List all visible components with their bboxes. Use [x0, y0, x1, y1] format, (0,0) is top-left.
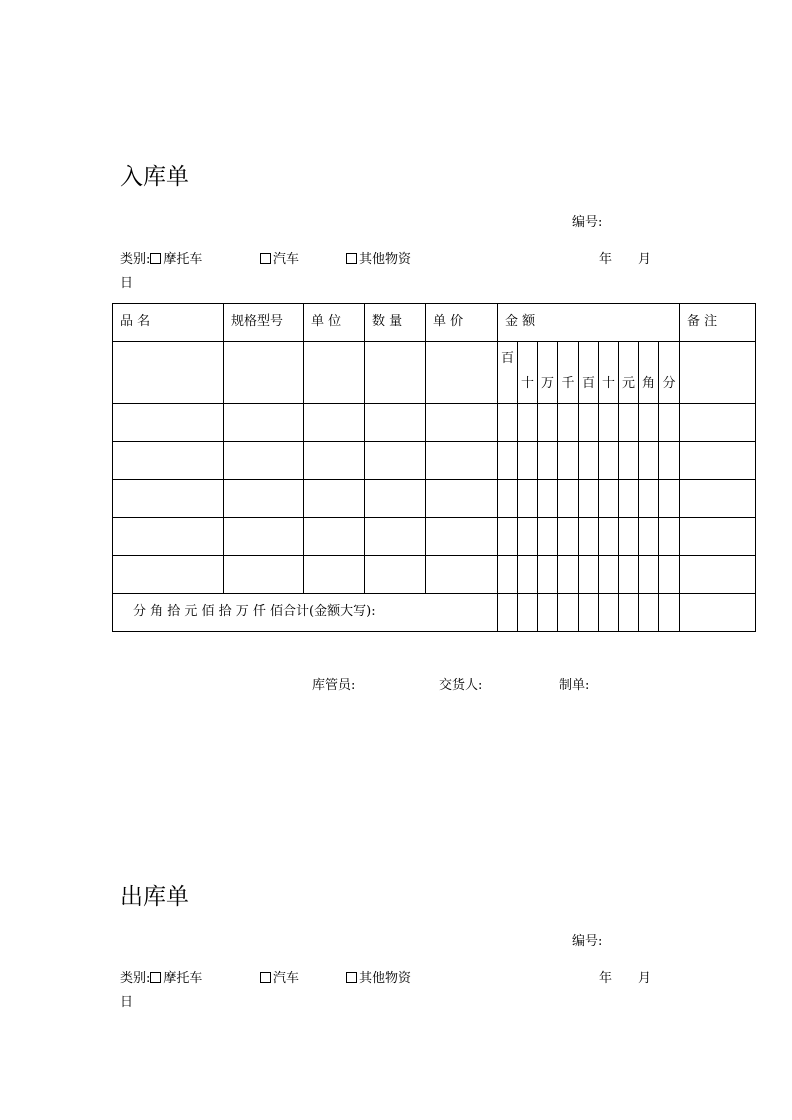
cell[interactable] — [498, 404, 518, 442]
cell[interactable] — [619, 518, 639, 556]
cell[interactable] — [518, 518, 538, 556]
cell[interactable] — [579, 556, 599, 594]
outbound-category-row — [120, 967, 202, 986]
cell[interactable] — [304, 404, 365, 442]
category-label: 类别: — [120, 971, 151, 986]
preparer-signature: 制单: — [559, 678, 590, 693]
cell[interactable] — [113, 342, 224, 404]
other-option — [346, 967, 411, 986]
cell[interactable] — [498, 556, 518, 594]
table-row — [113, 480, 756, 518]
cell[interactable] — [579, 480, 599, 518]
cell[interactable] — [113, 442, 224, 480]
cell[interactable] — [639, 442, 659, 480]
motorcycle-option-label: 摩托车 — [163, 252, 203, 267]
table-row — [113, 404, 756, 442]
cell[interactable] — [365, 342, 426, 404]
outbound-date-year: 年 — [599, 971, 613, 986]
cell[interactable] — [113, 480, 224, 518]
other-option-label: 其他物资 — [359, 971, 412, 986]
cell[interactable] — [304, 480, 365, 518]
cell[interactable] — [639, 556, 659, 594]
cell[interactable] — [224, 404, 304, 442]
cell[interactable] — [426, 518, 498, 556]
inbound-date-year: 年 — [599, 252, 613, 267]
header-name: 品 名 — [113, 304, 224, 342]
amount-unit-yuan: 元 — [619, 342, 639, 404]
cell[interactable] — [659, 518, 680, 556]
cell[interactable] — [619, 556, 639, 594]
header-remark: 备 注 — [680, 304, 756, 342]
cell[interactable] — [538, 480, 558, 518]
cell[interactable] — [518, 480, 538, 518]
table-row — [113, 556, 756, 594]
car-option-label: 汽车 — [273, 252, 300, 267]
cell[interactable] — [680, 556, 756, 594]
cell[interactable] — [680, 480, 756, 518]
keeper-signature: 库管员: — [312, 678, 356, 693]
car-option — [260, 967, 299, 986]
inbound-date-month: 月 — [638, 252, 652, 267]
inbound-title: 入库单 — [120, 164, 189, 190]
cell[interactable] — [365, 442, 426, 480]
cell[interactable] — [680, 594, 756, 632]
outbound-number-label: 编号: — [572, 934, 603, 949]
inbound-date-day: 日 — [120, 276, 134, 291]
cell[interactable] — [579, 442, 599, 480]
other-option-label: 其他物资 — [359, 252, 412, 267]
other-checkbox[interactable] — [346, 972, 357, 983]
cell[interactable] — [538, 594, 558, 632]
amount-unit-fen: 分 — [659, 342, 680, 404]
amount-unit-ten-million: 十 — [518, 342, 538, 404]
cell[interactable] — [426, 442, 498, 480]
cell[interactable] — [599, 556, 619, 594]
car-option — [260, 248, 299, 267]
cell[interactable] — [224, 342, 304, 404]
total-amount-label: 分 角 拾 元 佰 拾 万 仟 佰合计(金额大写): — [113, 594, 498, 632]
cell[interactable] — [304, 518, 365, 556]
cell[interactable] — [304, 442, 365, 480]
cell[interactable] — [518, 594, 538, 632]
car-option-label: 汽车 — [273, 971, 300, 986]
amount-unit-thousand: 千 — [558, 342, 579, 404]
other-option — [346, 248, 411, 267]
car-checkbox[interactable] — [260, 972, 271, 983]
cell[interactable] — [579, 404, 599, 442]
cell[interactable] — [304, 342, 365, 404]
table-row — [113, 442, 756, 480]
cell[interactable] — [538, 442, 558, 480]
cell[interactable] — [619, 594, 639, 632]
cell[interactable] — [365, 404, 426, 442]
cell[interactable] — [113, 518, 224, 556]
cell[interactable] — [518, 442, 538, 480]
cell[interactable] — [426, 342, 498, 404]
cell[interactable] — [599, 518, 619, 556]
category-label: 类别: — [120, 252, 151, 267]
cell[interactable] — [426, 404, 498, 442]
cell[interactable] — [579, 594, 599, 632]
header-unit: 单 位 — [304, 304, 365, 342]
cell[interactable] — [680, 342, 756, 404]
cell[interactable] — [224, 480, 304, 518]
inbound-table — [112, 303, 756, 632]
cell[interactable] — [619, 442, 639, 480]
cell[interactable] — [538, 404, 558, 442]
cell[interactable] — [599, 404, 619, 442]
cell[interactable] — [113, 404, 224, 442]
cell[interactable] — [558, 518, 579, 556]
header-spec: 规格型号 — [224, 304, 304, 342]
cell[interactable] — [680, 442, 756, 480]
cell[interactable] — [639, 480, 659, 518]
cell[interactable] — [538, 556, 558, 594]
outbound-date-day: 日 — [120, 995, 134, 1010]
cell[interactable] — [599, 594, 619, 632]
cell[interactable] — [558, 480, 579, 518]
header-price: 单 价 — [426, 304, 498, 342]
cell[interactable] — [680, 404, 756, 442]
cell[interactable] — [113, 556, 224, 594]
cell[interactable] — [619, 480, 639, 518]
cell[interactable] — [304, 556, 365, 594]
cell[interactable] — [518, 556, 538, 594]
cell[interactable] — [659, 594, 680, 632]
cell[interactable] — [498, 480, 518, 518]
cell[interactable] — [426, 556, 498, 594]
amount-unit-jiao: 角 — [639, 342, 659, 404]
cell[interactable] — [558, 404, 579, 442]
cell[interactable] — [224, 518, 304, 556]
cell[interactable] — [365, 518, 426, 556]
inbound-number-label: 编号: — [572, 215, 603, 230]
cell[interactable] — [659, 556, 680, 594]
header-amount: 金 额 — [498, 304, 680, 342]
cell[interactable] — [365, 480, 426, 518]
outbound-title: 出库单 — [120, 884, 189, 910]
cell[interactable] — [224, 442, 304, 480]
other-checkbox[interactable] — [346, 253, 357, 264]
cell[interactable] — [599, 480, 619, 518]
cell[interactable] — [579, 518, 599, 556]
motorcycle-checkbox[interactable] — [150, 972, 161, 983]
amount-unit-hundred: 百 — [579, 342, 599, 404]
cell[interactable] — [538, 518, 558, 556]
cell[interactable] — [224, 556, 304, 594]
cell[interactable] — [639, 404, 659, 442]
cell[interactable] — [498, 594, 518, 632]
table-row — [113, 518, 756, 556]
total-row — [113, 594, 756, 632]
car-checkbox[interactable] — [260, 253, 271, 264]
inbound-category-row — [120, 248, 202, 267]
amount-unit-million: 万 — [538, 342, 558, 404]
cell[interactable] — [639, 518, 659, 556]
cell[interactable] — [558, 594, 579, 632]
cell[interactable] — [680, 518, 756, 556]
cell[interactable] — [498, 518, 518, 556]
deliverer-signature: 交货人: — [439, 678, 483, 693]
motorcycle-option-label: 摩托车 — [163, 971, 203, 986]
cell[interactable] — [639, 594, 659, 632]
cell[interactable] — [426, 480, 498, 518]
header-qty: 数 量 — [365, 304, 426, 342]
cell[interactable] — [619, 404, 639, 442]
cell[interactable] — [558, 442, 579, 480]
cell[interactable] — [518, 404, 538, 442]
cell[interactable] — [365, 556, 426, 594]
motorcycle-checkbox[interactable] — [150, 253, 161, 264]
cell[interactable] — [558, 556, 579, 594]
cell[interactable] — [659, 442, 680, 480]
cell[interactable] — [599, 442, 619, 480]
outbound-date-month: 月 — [638, 971, 652, 986]
amount-unit-hundred-million: 百 — [498, 342, 518, 404]
cell[interactable] — [659, 480, 680, 518]
amount-unit-ten: 十 — [599, 342, 619, 404]
cell[interactable] — [659, 404, 680, 442]
cell[interactable] — [498, 442, 518, 480]
